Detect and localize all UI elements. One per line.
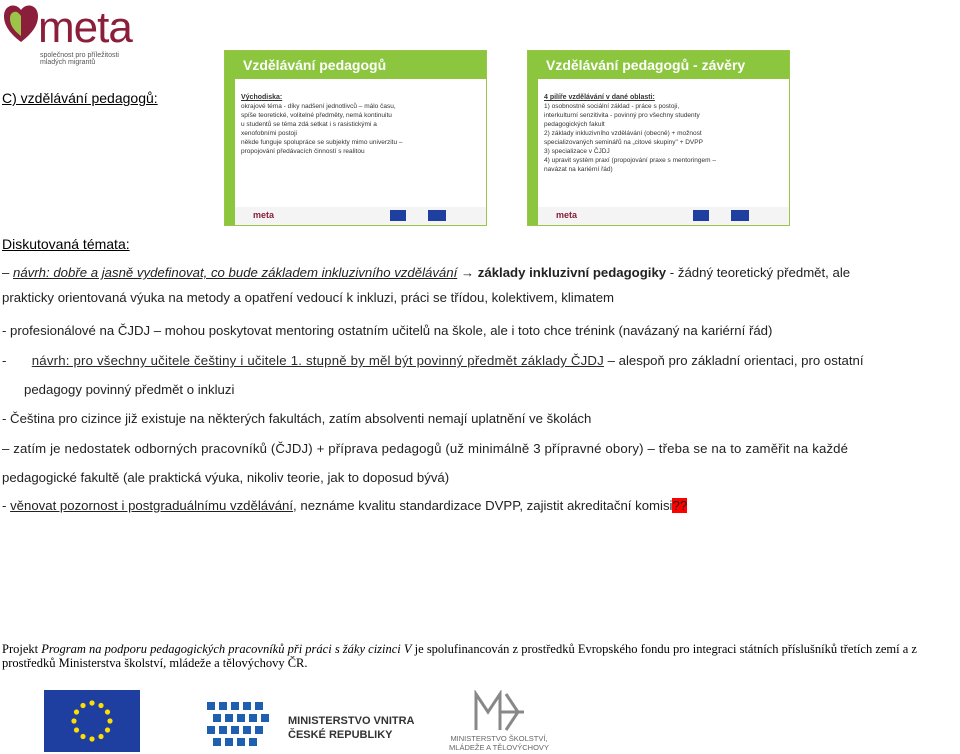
- text-line-6: - Čeština pro cizince již existuje na některých fakultách, zatím absolventi nemají uplatnění ve školách: [2, 411, 592, 426]
- slide-bullet: u studentů se téma zdá setkat i s rasistickými a: [241, 121, 377, 128]
- ministry-education-name: MINISTERSTVO ŠKOLSTVÍ, MLÁDEŽE A TĚLOVÝCHOVY: [449, 734, 549, 752]
- ministry-interior-line-1: MINISTERSTVO VNITRA: [288, 715, 415, 727]
- postgrad-underlined: věnovat pozornost i postgraduálnímu vzdělávání: [10, 498, 294, 513]
- meta-logo: [4, 2, 154, 72]
- logo-wordmark: meta: [38, 3, 132, 52]
- dash: –: [2, 265, 10, 280]
- slide-bullet: 4) upravit systém praxí (propojování praxe s mentoringem –: [544, 157, 716, 164]
- slide-subheading: Východiska:: [241, 94, 283, 101]
- slide-bullet: 1) osobnostně sociální základ - práce s postoji,: [544, 103, 680, 110]
- slide-body: [241, 93, 480, 156]
- question-highlight: ??: [672, 498, 688, 513]
- slide-bullet: někde funguje spolupráce se subjekty mimo univerzitu –: [241, 139, 403, 146]
- slide-accent-bar: [225, 51, 235, 225]
- topics-title: Diskutovaná témata:: [2, 236, 130, 252]
- slide-footer-logo: meta: [253, 210, 275, 220]
- slide-bullet: spíše teoretické, volitelné předměty, nemá kontinuitu: [241, 112, 392, 119]
- slide-bullet: pedagogických fakult: [544, 121, 605, 128]
- footer-program-name: Program na podporu pedagogických pracovníků při práci s žáky cizinci V: [41, 642, 412, 656]
- footer-funding-note: [2, 642, 958, 670]
- ministry-interior-line-2: ČESKÉ REPUBLIKY: [288, 729, 393, 741]
- partner-logo-icon: [428, 210, 446, 221]
- arrow-icon: →: [457, 265, 478, 280]
- logo-subtitle: společnost pro příležitosti mladých migrantů: [40, 52, 119, 66]
- ministry-interior-name: [288, 714, 415, 742]
- text-line-3: - profesionálové na ČJDJ – mohou poskytovat mentoring ostatním učitelů na škole, ale i toto chce trénink (navázaný na kariérní řád): [2, 323, 773, 338]
- slide-body: [544, 93, 783, 174]
- line-rest: - žádný teoretický předmět, ale: [666, 265, 851, 280]
- eu-flag-icon: [44, 690, 140, 752]
- slide-title: Vzdělávání pedagogů: [235, 51, 486, 79]
- dash: -: [2, 353, 7, 368]
- slide-bullet: interkulturní senzitivita - povinný pro všechny studenty: [544, 112, 700, 119]
- slide-bullet: specializovaných seminářů na „citové skupiny" + DVPP: [544, 139, 703, 146]
- ministry-education-logo: [440, 690, 558, 752]
- slide-subheading: 4 pilíře vzdělávání v dané oblasti:: [544, 94, 655, 101]
- footer-rest: je spolufinancován z prostředků Evropského fondu pro integraci státních příslušníků třetích zemí a z prostředků Ministerstva školství, mládeže a tělovýchovy ČR.: [2, 642, 917, 670]
- text-line-9: [2, 497, 687, 515]
- line-rest: , neznáme kvalitu standardizace DVPP, zajistit akreditační komisi: [293, 498, 673, 513]
- eu-flag-icon: [390, 210, 406, 221]
- key-phrase: základy inkluzivní pedagogiky: [477, 265, 667, 280]
- eu-flag-icon: [693, 210, 709, 221]
- text-line-8: pedagogické fakultě (ale praktická výuka, nikoliv teorie, jak to doposud bývá): [2, 470, 450, 485]
- slide-accent-bar: [528, 51, 538, 225]
- slide-footer: [538, 207, 789, 225]
- slide-bullet: 2) základy inkluzivního vzdělávání (obecně) + možnost: [544, 130, 702, 137]
- partner-logo-icon: [731, 210, 749, 221]
- msmt-monogram-icon: [440, 690, 558, 734]
- footer-prefix: Projekt: [2, 642, 42, 656]
- proposal-underlined: návrh: pro všechny učitele češtiny i učitele 1. stupně by měl být povinný předmět základy ČJDJ: [31, 353, 604, 368]
- slide-thumbnail-1: [224, 50, 487, 226]
- meta-heart-icon: [4, 2, 38, 46]
- slide-bullet: xenofobními postoji: [241, 130, 298, 137]
- section-title: C) vzdělávání pedagogů:: [2, 90, 158, 106]
- text-line-2: prakticky orientovaná výuka na metody a opatření vedoucí k inkluzi, práci se třídou, kolektivem, klimatem: [2, 290, 615, 305]
- text-line-1: [2, 264, 850, 282]
- proposal-italic: návrh: dobře a jasně vydefinovat, co bude základem inkluzivního vzdělávání: [13, 265, 458, 280]
- slide-bullet: okrajové téma - díky nadšení jednotlivců – málo času,: [241, 103, 396, 110]
- slide-thumbnail-2: [527, 50, 790, 226]
- line-rest: – alespoň pro základní orientaci, pro ostatní: [607, 353, 864, 368]
- text-line-4: [2, 352, 864, 370]
- dash: -: [2, 498, 11, 513]
- slide-bullet: propojování předávacích činností s realitou: [241, 148, 365, 155]
- text-line-5: pedagogy povinný předmět o inkluzi: [24, 382, 235, 397]
- ministry-interior-emblem-icon: [205, 700, 281, 754]
- slide-bullet: navázat na kariérní řád): [544, 166, 613, 173]
- slide-bullet: 3) specializace v ČJDJ: [544, 148, 610, 155]
- slide-title: Vzdělávání pedagogů - závěry: [538, 51, 789, 79]
- slide-footer: [235, 207, 486, 225]
- text-line-7: – zatím je nedostatek odborných pracovníků (ČJDJ) + příprava pedagogů (už minimálně 3 přípravné obory) – třeba se na to zaměřit na každé: [2, 441, 849, 456]
- slide-footer-logo: meta: [556, 210, 578, 220]
